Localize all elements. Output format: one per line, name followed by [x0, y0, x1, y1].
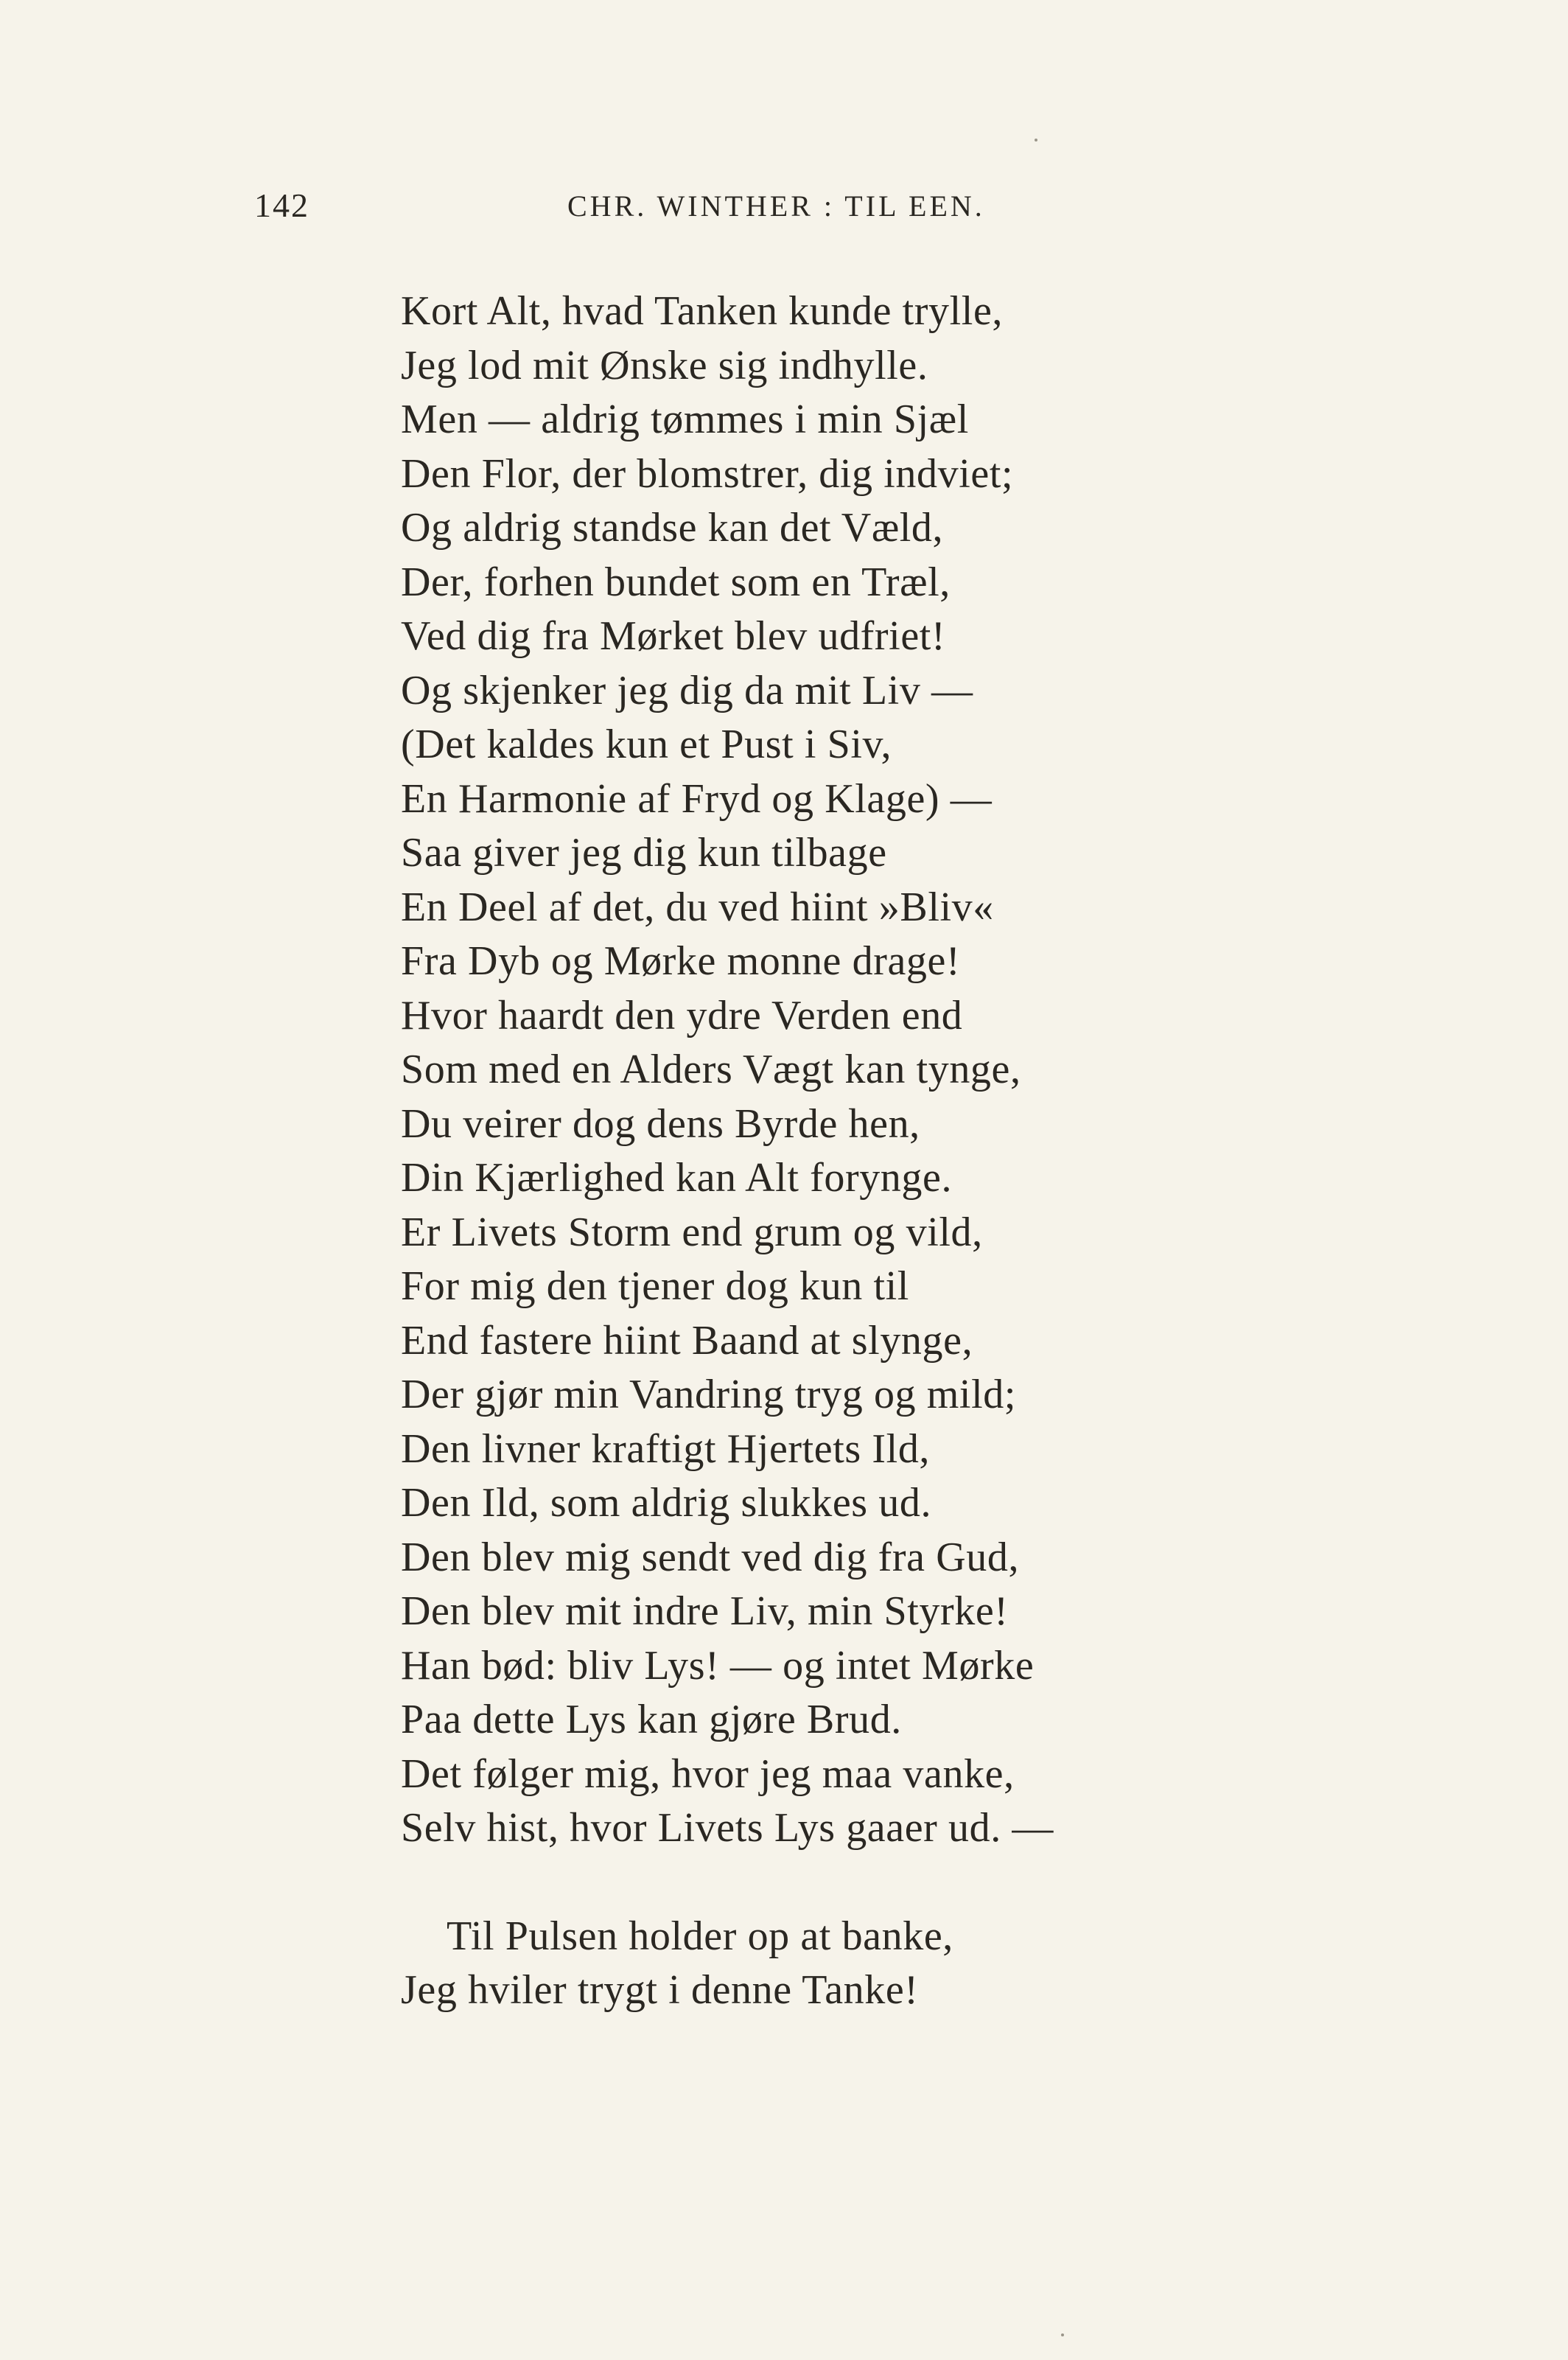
poem-line: Kort Alt, hvad Tanken kunde trylle, [401, 288, 1004, 334]
poem-line: Paa dette Lys kan gjøre Brud. [401, 1697, 902, 1742]
poem-line: En Deel af det, du ved hiint »Bliv« [401, 884, 994, 930]
poem-line: Den Flor, der blomstrer, dig indviet; [401, 450, 1014, 497]
poem-line: Og aldrig standse kan det Væld, [401, 505, 944, 551]
poem-line: Den Ild, som aldrig slukkes ud. [401, 1480, 932, 1526]
poem-line: Fra Dyb og Mørke monne drage! [401, 938, 961, 984]
poem-line: (Det kaldes kun et Pust i Siv, [401, 722, 892, 767]
poem-line: Den blev mit indre Liv, min Styrke! [401, 1588, 1009, 1634]
poem-line: Selv hist, hvor Livets Lys gaaer ud. — [401, 1805, 1054, 1851]
paper-speck [1061, 2333, 1064, 2336]
poem-line: Han bød: bliv Lys! — og intet Mørke [401, 1642, 1035, 1689]
poem-line: Som med en Alders Vægt kan tynge, [401, 1047, 1021, 1092]
poem-line: Den livner kraftigt Hjertets Ild, [401, 1425, 931, 1472]
poem-line: Der, forhen bundet som en Træl, [401, 559, 951, 605]
page-number: 142 [254, 186, 309, 224]
stanza-break [401, 1856, 1359, 1910]
poem-line: Ved dig fra Mørket blev udfriet! [401, 613, 946, 659]
running-head: CHR. WINTHER : TIL EEN. [567, 189, 985, 223]
poem-line: Men — aldrig tømmes i min Sjæl [401, 397, 969, 442]
poem-line: Og skjenker jeg dig da mit Liv — [401, 667, 973, 713]
poem-line: Det følger mig, hvor jeg maa vanke, [401, 1750, 1015, 1797]
poem-line: Hvor haardt den ydre Verden end [401, 992, 963, 1038]
poem-line: En Harmonie af Fryd og Klage) — [401, 775, 993, 822]
stanza-2 [401, 1910, 1359, 2018]
poem-line: Jeg hviler trygt i denne Tanke! [401, 1967, 919, 2013]
poem-line: Til Pulsen holder op at banke, [447, 1913, 953, 1959]
poem-line: For mig den tjener dog kun til [401, 1263, 909, 1309]
paper-speck [1035, 139, 1037, 142]
page-header [254, 186, 1109, 237]
poem-line: Saa giver jeg dig kun tilbage [401, 830, 887, 876]
poem-body [401, 284, 1359, 2018]
poem-line: Er Livets Storm end grum og vild, [401, 1209, 983, 1255]
poem-line: Jeg lod mit Ønske sig indhylle. [401, 342, 928, 388]
poem-line: Den blev mig sendt ved dig fra Gud, [401, 1534, 1020, 1580]
poem-line: Din Kjærlighed kan Alt forynge. [401, 1155, 953, 1201]
poem-line: Du veirer dog dens Byrde hen, [401, 1100, 920, 1147]
poem-line: End fastere hiint Baand at slynge, [401, 1317, 973, 1364]
stanza-1 [401, 284, 1359, 1856]
poem-line: Der gjør min Vandring tryg og mild; [401, 1372, 1016, 1417]
